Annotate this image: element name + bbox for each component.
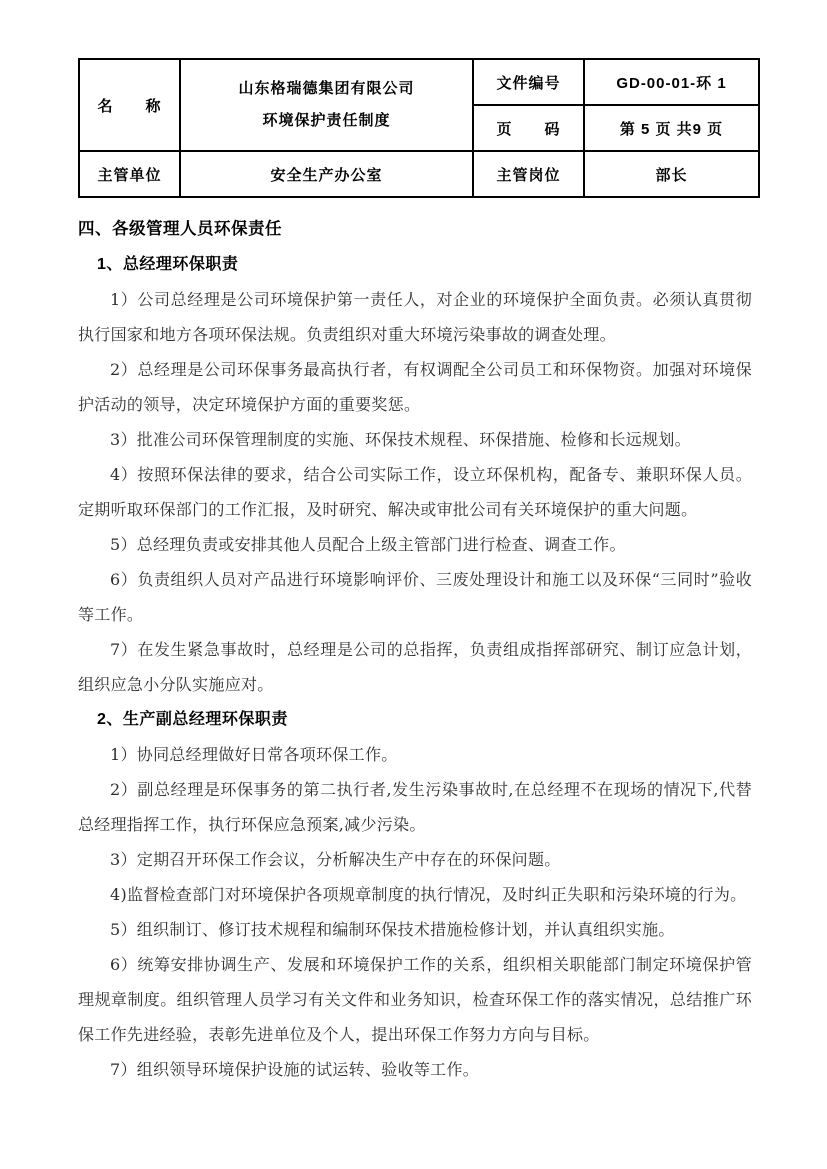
doc-number-label: 文件编号 xyxy=(496,74,561,92)
paragraph: 2）总经理是公司环保事务最高执行者，有权调配全公司员工和环保物资。加强对环境保护活动的领导，决定环境保护方面的重要奖惩。 xyxy=(78,360,752,414)
document-body xyxy=(78,212,752,1087)
section-title: 四、各级管理人员环保责任 xyxy=(78,220,282,238)
document-title-cell xyxy=(180,59,473,151)
paragraph: 2）副总经理是环保事务的第二执行者,发生污染事故时,在总经理不在现场的情况下,代替总经理指挥工作，执行环保应急预案,减少污染。 xyxy=(78,780,752,834)
document-title-line2: 环境保护责任制度 xyxy=(262,112,391,129)
subsection-2-title: 2、生产副总经理环保职责 xyxy=(97,711,288,728)
dept-label-cell xyxy=(79,151,180,197)
doc-number-value-cell xyxy=(584,59,759,105)
post-label-cell xyxy=(473,151,584,197)
paragraph: 4）按照环保法律的要求，结合公司实际工作，设立环保机构，配备专、兼职环保人员。定期听取环保部门的工作汇报，及时研究、解决或审批公司有关环境保护的重大问题。 xyxy=(78,465,752,519)
document-title-line1: 山东格瑞德集团有限公司 xyxy=(238,80,415,97)
page-label: 页 码 xyxy=(496,120,561,138)
paragraph: 7）在发生紧急事故时，总经理是公司的总指挥，负责组成指挥部研究、制订应急计划，组织应急小分队实施应对。 xyxy=(78,640,752,694)
paragraph: 3）批准公司环保管理制度的实施、环保技术规程、环保措施、检修和长远规划。 xyxy=(110,430,691,449)
paragraph: 5）总经理负责或安排其他人员配合上级主管部门进行检查、调查工作。 xyxy=(110,535,626,554)
doc-number-value: GD-00-01-环 1 xyxy=(616,74,727,92)
paragraph: 1）公司总经理是公司环境保护第一责任人，对企业的环境保护全面负责。必须认真贯彻执行国家和地方各项环保法规。负责组织对重大环境污染事故的调查处理。 xyxy=(78,290,752,344)
post-value-cell xyxy=(584,151,759,197)
page-label-cell xyxy=(473,105,584,151)
doc-number-label-cell xyxy=(473,59,584,105)
dept-label: 主管单位 xyxy=(97,166,162,184)
paragraph: 4)监督检查部门对环境保护各项规章制度的执行情况，及时纠正失职和污染环境的行为。 xyxy=(110,885,747,904)
paragraph: 3）定期召开环保工作会议，分析解决生产中存在的环保问题。 xyxy=(110,850,561,869)
page-value-cell xyxy=(584,105,759,151)
name-label: 名 称 xyxy=(97,97,162,115)
subsection-1-title: 1、总经理环保职责 xyxy=(97,256,239,273)
paragraph: 5）组织制订、修订技术规程和编制环保技术措施检修计划，并认真组织实施。 xyxy=(110,920,675,939)
name-label-cell xyxy=(79,59,180,151)
dept-value-cell xyxy=(180,151,473,197)
paragraph: 1）协同总经理做好日常各项环保工作。 xyxy=(110,745,398,764)
paragraph: 6）负责组织人员对产品进行环境影响评价、三废处理设计和施工以及环保“三同时”验收等工作。 xyxy=(78,570,752,624)
post-label: 主管岗位 xyxy=(496,166,561,184)
paragraph: 7）组织领导环境保护设施的试运转、验收等工作。 xyxy=(110,1060,480,1079)
document-header-table xyxy=(78,58,760,198)
page-value: 第 5 页 共9 页 xyxy=(619,120,724,138)
paragraph: 6）统筹安排协调生产、发展和环境保护工作的关系，组织相关职能部门制定环境保护管理规章制度。组织管理人员学习有关文件和业务知识，检查环保工作的落实情况，总结推广环保工作先进经验，表彰先进单位及个人，提出环保工作努力方向与目标。 xyxy=(78,955,752,1044)
post-value: 部长 xyxy=(655,166,688,184)
dept-value: 安全生产办公室 xyxy=(270,166,383,184)
